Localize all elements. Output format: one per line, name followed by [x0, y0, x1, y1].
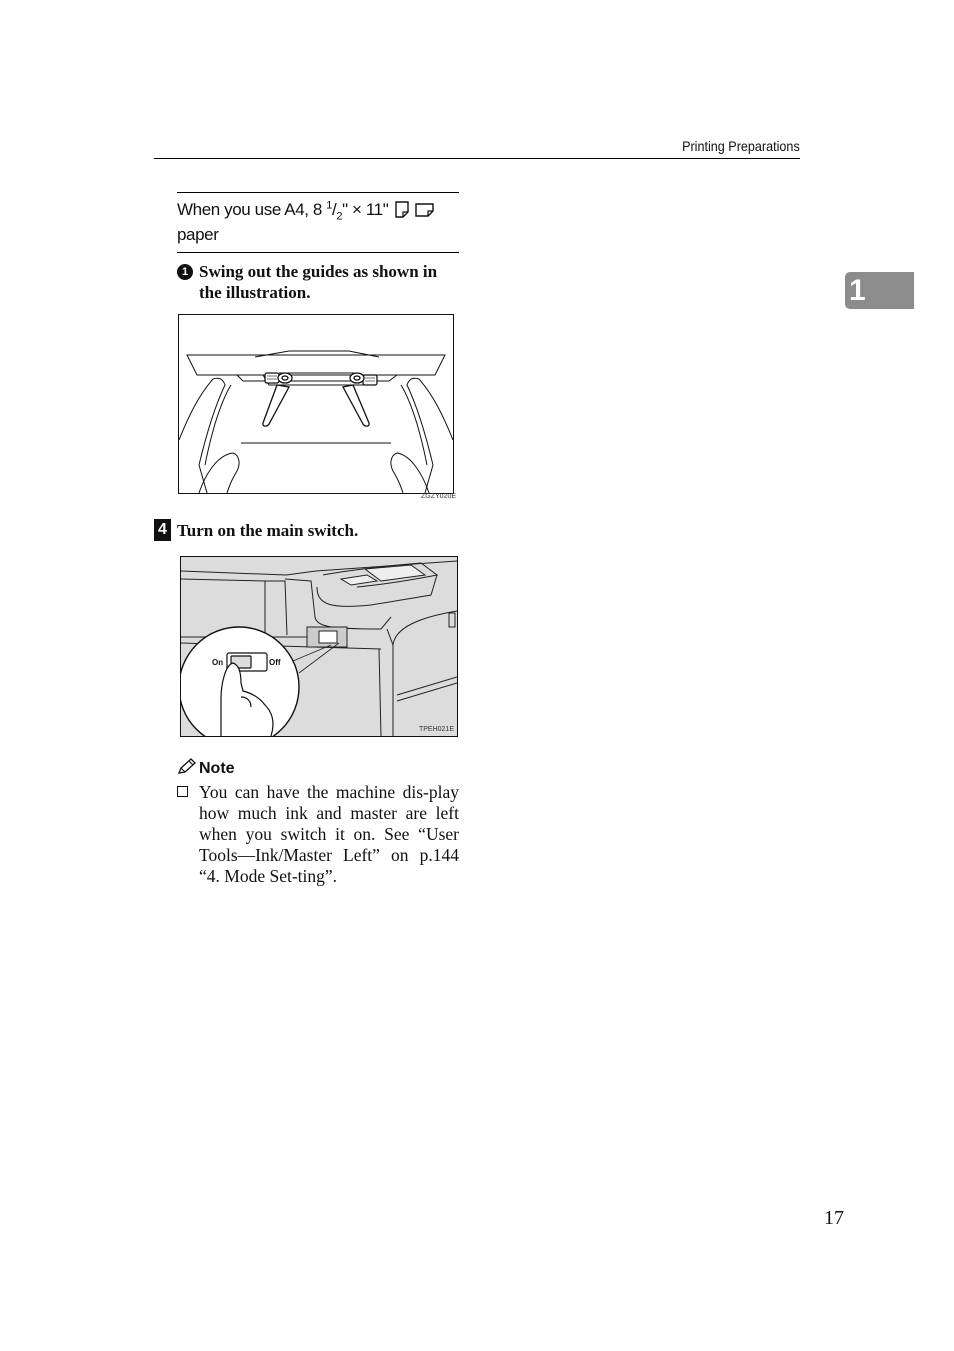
landscape-paper-icon [415, 202, 434, 224]
substep-number: 1 [177, 264, 193, 280]
substep-text: Swing out the guides as shown in the illustration. [199, 262, 438, 302]
checkbox-icon [177, 786, 188, 797]
portrait-paper-icon [395, 201, 409, 224]
note-heading-text: Note [199, 760, 235, 777]
note-item [177, 782, 459, 887]
fraction-slash: / [332, 200, 337, 219]
chapter-tab: 1 [845, 272, 914, 309]
figure1-code: ZGZY020E [421, 493, 457, 500]
note-item-text: You can have the machine dis-play how much ink and master are left when you switch it on. See “User Tools—Ink/Master Left” on p.144 “4. Mode Set-ting”. [199, 782, 459, 886]
subsection-heading [177, 199, 459, 246]
fraction-denominator: 2 [336, 210, 343, 223]
guides-drawing [179, 315, 453, 493]
fraction-numerator: 1 [326, 199, 333, 212]
subsection-bottom-rule [177, 252, 459, 253]
main-switch-drawing [181, 557, 457, 736]
guides-illustration [178, 314, 454, 494]
main-switch-illustration [180, 556, 458, 737]
switch-on-label: On [212, 658, 224, 667]
step-4 [154, 519, 454, 543]
heading-line2: paper [177, 225, 219, 244]
substep-1 [177, 261, 462, 303]
section-title: Printing Preparations [682, 138, 800, 154]
heading-suffix: " × 11" [342, 200, 389, 219]
switch-off-label: Off [269, 658, 281, 667]
subsection-top-rule [177, 192, 459, 193]
figure2-code: TPEH021E [418, 726, 454, 733]
pencil-icon [177, 758, 197, 775]
page-number: 17 [824, 1207, 844, 1229]
header-rule [154, 158, 800, 159]
step-number: 4 [154, 519, 171, 541]
heading-prefix: When you use A4, 8 [177, 200, 322, 219]
note-heading [177, 758, 235, 778]
step-text: Turn on the main switch. [177, 521, 359, 540]
